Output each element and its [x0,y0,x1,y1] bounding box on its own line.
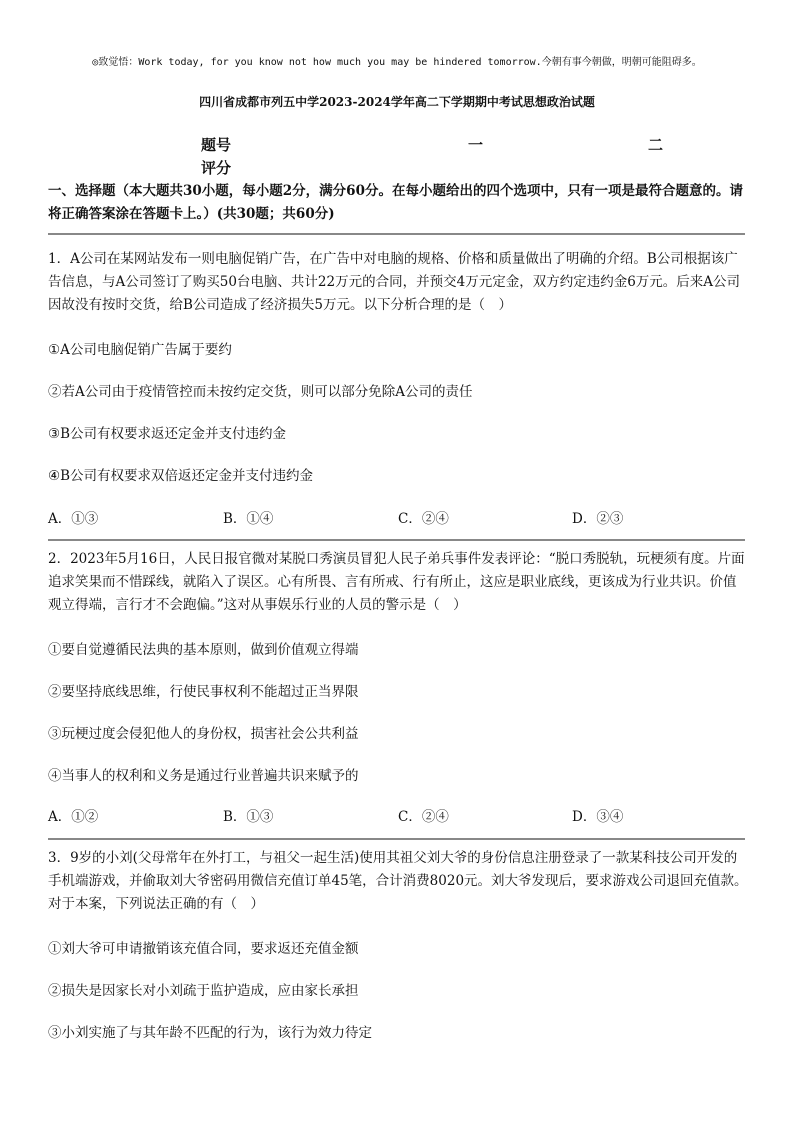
question-2-choice-a[interactable]: A．①② [48,809,99,825]
question-2-option-2: ②要坚持底线思维，行使民事权利不能超过正当界限 [48,684,359,700]
question-1-choice-c[interactable]: C．②④ [398,511,449,527]
score-table-score-label: 评分 [201,159,232,177]
question-2-choice-d[interactable]: D．③④ [572,809,624,825]
question-3-option-1: ①刘大爷可申请撤销该充值合同，要求返还充值金额 [48,941,359,957]
question-3-option-2: ②损失是因家长对小刘疏于监护造成，应由家长承担 [48,983,359,999]
question-2-stem: 2．2023年5月16日，人民日报官微对某脱口秀演员冒犯人民子弟兵事件发表评论：“脱口秀脱轨，玩梗须有度。片面追求笑果而不惜踩线，就陷入了误区。心有所畏、言有所戒、行有所止，这应是职业底线，更该成为行业共识。价值观立得端，言行才不会跑偏。”这对从事娱乐行业的人员的警示是（ ） [48,551,745,613]
question-2-option-4: ④当事人的权利和义务是通过行业普遍共识来赋予的 [48,768,359,784]
divider [48,233,745,235]
question-1-choice-a[interactable]: A．①③ [48,511,99,527]
question-3-option-3: ③小刘实施了与其年龄不匹配的行为，该行为效力待定 [48,1025,372,1041]
divider [48,838,745,840]
question-1-choice-b[interactable]: B．①④ [223,511,274,527]
question-2-choice-c[interactable]: C．②④ [398,809,449,825]
question-2-option-1: ①要自觉遵循民法典的基本原则，做到价值观立得端 [48,642,359,658]
score-table-row-label: 题号 [201,136,232,154]
score-table-col-2: 二 [648,136,664,154]
question-1-choice-d[interactable]: D．②③ [572,511,624,527]
question-1-option-4: ④B公司有权要求双倍返还定金并支付违约金 [48,468,314,484]
motto: ◎致觉悟：Work today, for you know not how much you may be hindered tomorrow.今朝有事今朝做，明朝可能阻碍多。 [92,57,702,68]
question-1-choices [48,507,745,527]
question-1-option-3: ③B公司有权要求返还定金并支付违约金 [48,426,287,442]
question-2-choice-b[interactable]: B．①③ [223,809,274,825]
question-2-option-3: ③玩梗过度会侵犯他人的身份权，损害社会公共利益 [48,726,359,742]
score-table-col-1: 一 [468,136,484,154]
question-1-option-1: ①A公司电脑促销广告属于要约 [48,342,232,358]
question-3-stem: 3．9岁的小刘(父母常年在外打工，与祖父一起生活)使用其祖父刘大爷的身份信息注册登录了一款某科技公司开发的手机端游戏，并偷取刘大爷密码用微信充值订单45笔，合计消费8020元。刘大爷发现后，要求游戏公司退回充值款。对于本案，下列说法正确的有（ ） [48,850,748,912]
question-1-stem: 1．A公司在某网站发布一则电脑促销广告，在广告中对电脑的规格、价格和质量做出了明确的介绍。B公司根据该广告信息，与A公司签订了购买50台电脑、共计22万元的合同，并预交4万元定金，双方约定违约金6万元。后来A公司因故没有按时交货，给B公司造成了经济损失5万元。以下分析合理的是（ ） [48,251,741,313]
question-1-option-2: ②若A公司由于疫情管控而未按约定交货，则可以部分免除A公司的责任 [48,384,473,400]
score-table [0,130,794,178]
section-heading: 一、选择题（本大题共30小题，每小题2分，满分60分。在每小题给出的四个选项中，只有一项是最符合题意的。请将正确答案涂在答题卡上。）(共30题；共60分) [48,183,743,222]
page-title: 四川省成都市列五中学2023-2024学年高二下学期期中考试思想政治试题 [199,95,595,109]
divider [48,539,745,541]
question-2-choices [48,805,745,825]
